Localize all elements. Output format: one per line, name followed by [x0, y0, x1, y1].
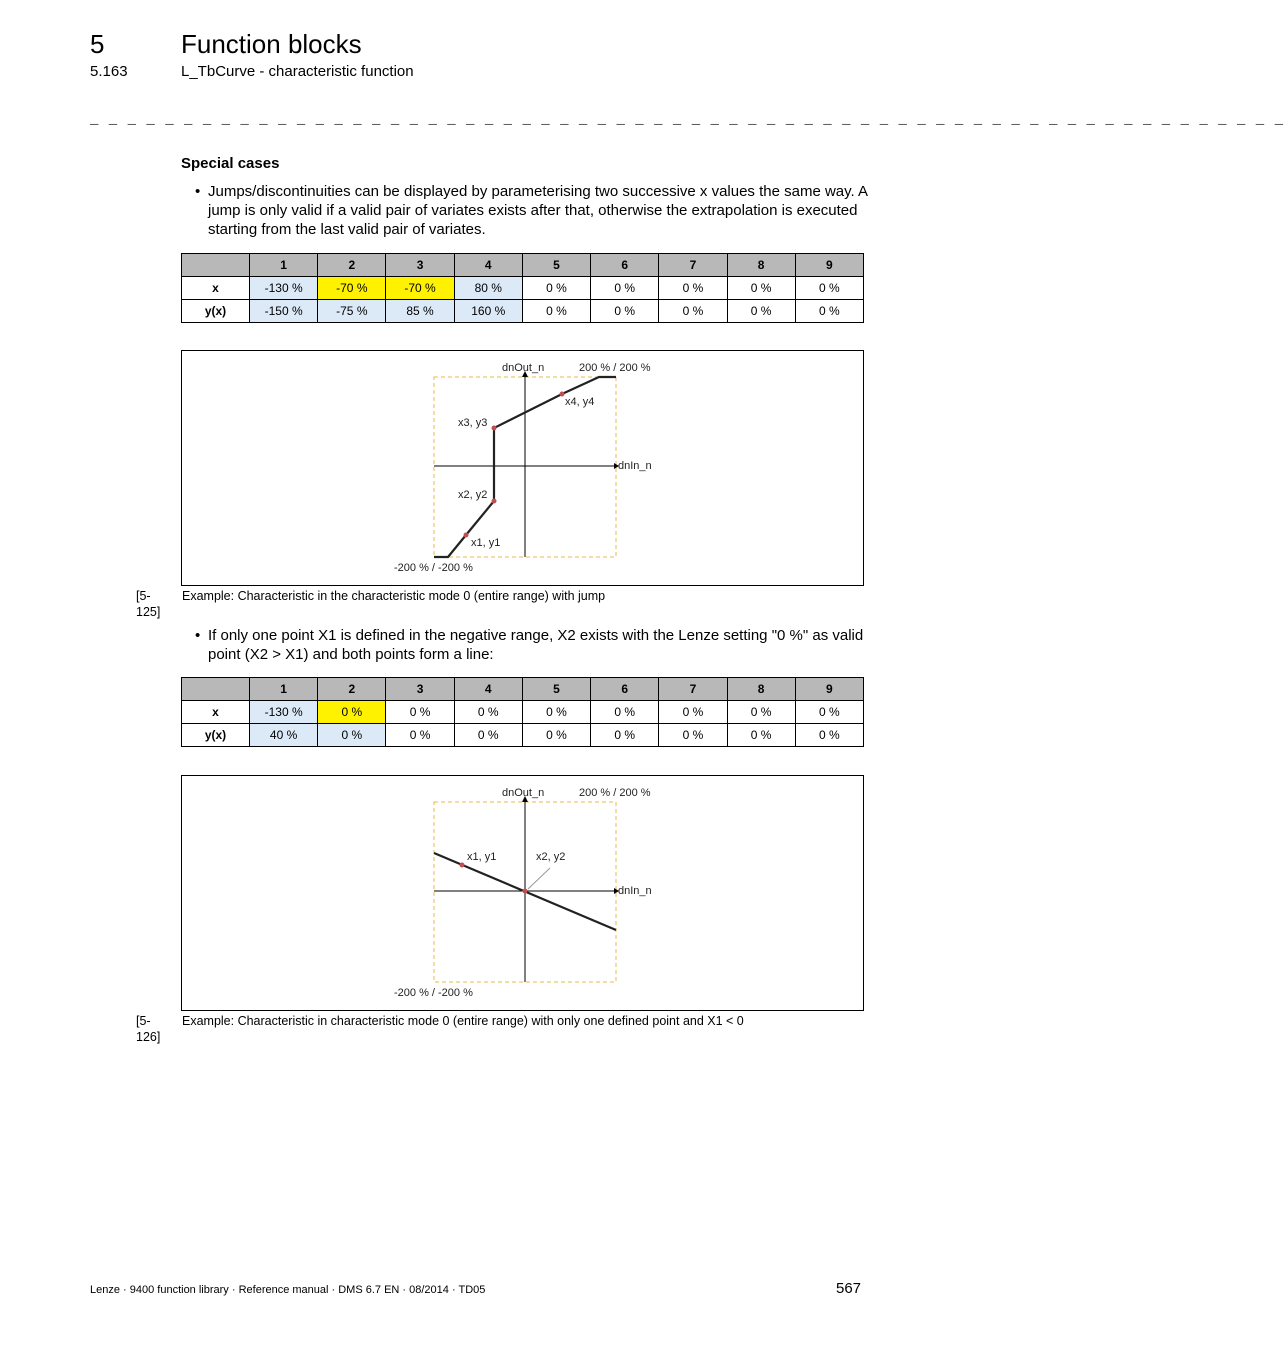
bullet-dot: •: [195, 183, 201, 200]
x-cell: 0 %: [795, 277, 863, 300]
y-cell: 0 %: [454, 724, 522, 747]
table-header-cell: 8: [727, 254, 795, 277]
table-header-cell: 5: [522, 254, 590, 277]
row-label-y: y(x): [182, 300, 250, 323]
row-label-x: x: [182, 277, 250, 300]
y-cell: 0 %: [522, 300, 590, 323]
table-header-cell: 3: [386, 678, 454, 701]
x-cell: -70 %: [318, 277, 386, 300]
table-header-cell: 6: [591, 678, 659, 701]
caption-number: [5-126]: [136, 1014, 161, 1044]
header-dashed-rule: _ _ _ _ _ _ _ _ _ _ _ _ _ _ _ _ _ _ _ _ _ _ _ _ _ _ _ _ _ _ _ _ _ _ _ _ _ _ _ _ _ _ _ _ _ _ _ _ _ _ _ _ _ _ _ _ _ _ _ _ _ _ _ _: [90, 112, 1284, 128]
y-cell: 85 %: [386, 300, 454, 323]
y-cell: 160 %: [454, 300, 522, 323]
footer-document-info: Lenze · 9400 function library · Reference manual · DMS 6.7 EN · 08/2014 · TD05: [90, 1284, 486, 1296]
table-header-cell: 5: [522, 678, 590, 701]
table-header-cell: 6: [591, 254, 659, 277]
table-header-cell: 7: [659, 678, 727, 701]
y-cell: 40 %: [250, 724, 318, 747]
x-cell: 0 %: [386, 701, 454, 724]
x-cell: 0 %: [795, 701, 863, 724]
plot-jump: [182, 351, 863, 585]
x-cell: 0 %: [591, 701, 659, 724]
y-cell: 0 %: [591, 300, 659, 323]
table-row-y: [182, 724, 864, 747]
table-header-cell: 2: [318, 254, 386, 277]
y-cell: 0 %: [795, 300, 863, 323]
x-cell: 0 %: [659, 277, 727, 300]
chapter-title: Function blocks: [181, 29, 362, 59]
table-row-x: [182, 277, 864, 300]
point-marker: [492, 499, 497, 504]
y-axis-label: dnOut_n: [502, 362, 545, 374]
point-label: x3, y3: [458, 417, 488, 429]
x-cell: 0 %: [659, 701, 727, 724]
y-cell: 0 %: [522, 724, 590, 747]
figure-characteristic-jump: [181, 350, 864, 586]
bullet-text: If only one point X1 is defined in the negative range, X2 exists with the Lenze setting "0 %" as valid point (X2 > X1) and both points form a line:: [208, 627, 864, 663]
point-marker: [523, 889, 528, 894]
x-cell: 0 %: [318, 701, 386, 724]
min-range-label: -200 % / -200 %: [394, 562, 473, 574]
caption-text: Example: Characteristic in the characteristic mode 0 (entire range) with jump: [182, 589, 606, 603]
table-header-cell: 1: [250, 254, 318, 277]
page-number: 567: [836, 1280, 862, 1297]
table-row-x: [182, 701, 864, 724]
table-header-cell: 3: [386, 254, 454, 277]
table-row-y: [182, 300, 864, 323]
table-header-cell: 1: [250, 678, 318, 701]
max-range-label: 200 % / 200 %: [579, 362, 651, 374]
x-cell: 80 %: [454, 277, 522, 300]
x-cell: 0 %: [454, 701, 522, 724]
y-cell: 0 %: [795, 724, 863, 747]
x-cell: 0 %: [727, 277, 795, 300]
plot-single-point: [182, 776, 863, 1010]
point-marker: [464, 533, 469, 538]
table-header-cell: 8: [727, 678, 795, 701]
y-cell: 0 %: [727, 724, 795, 747]
section-title: L_TbCurve - characteristic function: [181, 63, 414, 80]
x-cell: -130 %: [250, 701, 318, 724]
x-cell: 0 %: [727, 701, 795, 724]
point-label: x2, y2: [458, 489, 488, 501]
y-cell: 0 %: [318, 724, 386, 747]
y-cell: 0 %: [386, 724, 454, 747]
y-cell: 0 %: [591, 724, 659, 747]
y-cell: -75 %: [318, 300, 386, 323]
x-cell: -130 %: [250, 277, 318, 300]
figure-characteristic-single-point: [181, 775, 864, 1011]
special-cases-heading: Special cases: [181, 155, 280, 172]
caption-text: Example: Characteristic in characteristic mode 0 (entire range) with only one defined point and X1 < 0: [182, 1014, 744, 1028]
chapter-number: 5: [90, 29, 105, 59]
section-number: 5.163: [90, 63, 128, 80]
y-cell: 0 %: [659, 300, 727, 323]
x-cell: 0 %: [522, 277, 590, 300]
point-marker: [492, 426, 497, 431]
y-cell: 0 %: [727, 300, 795, 323]
table-header-row: [182, 678, 864, 701]
point-marker: [460, 863, 465, 868]
row-label-x: x: [182, 701, 250, 724]
table-header-cell: 9: [795, 254, 863, 277]
table-header-cell: 9: [795, 678, 863, 701]
pointer-line: [528, 868, 550, 889]
bullet-text: Jumps/discontinuities can be displayed by parameterising two successive x values the same way. A jump is only valid if a valid pair of variates exists after that, otherwise the extrapolation is executed starting from the last valid pair of variates.: [208, 183, 868, 238]
table-header-row: [182, 254, 864, 277]
bullet-jumps: [195, 182, 875, 242]
point-label: x2, y2: [536, 851, 566, 863]
bullet-single-point: [195, 626, 875, 666]
min-range-label: -200 % / -200 %: [394, 987, 473, 999]
y-cell: 0 %: [659, 724, 727, 747]
point-label: x1, y1: [467, 851, 497, 863]
characteristic-table-single-point: [181, 677, 864, 747]
x-cell: -70 %: [386, 277, 454, 300]
row-label-y: y(x): [182, 724, 250, 747]
y-axis-label: dnOut_n: [502, 787, 545, 799]
bullet-dot: •: [195, 627, 201, 644]
x-cell: 0 %: [591, 277, 659, 300]
x-axis-label: dnIn_n: [618, 885, 652, 897]
point-marker: [560, 392, 565, 397]
x-axis-label: dnIn_n: [618, 460, 652, 472]
point-label: x4, y4: [565, 396, 595, 408]
caption-number: [5-125]: [136, 589, 161, 619]
point-label: x1, y1: [471, 537, 501, 549]
y-cell: -150 %: [250, 300, 318, 323]
table-header-cell: 4: [454, 678, 522, 701]
characteristic-table-jump: [181, 253, 864, 323]
table-header-cell: 4: [454, 254, 522, 277]
table-corner-cell: [182, 678, 250, 701]
table-header-cell: 2: [318, 678, 386, 701]
table-corner-cell: [182, 254, 250, 277]
max-range-label: 200 % / 200 %: [579, 787, 651, 799]
table-header-cell: 7: [659, 254, 727, 277]
x-cell: 0 %: [522, 701, 590, 724]
